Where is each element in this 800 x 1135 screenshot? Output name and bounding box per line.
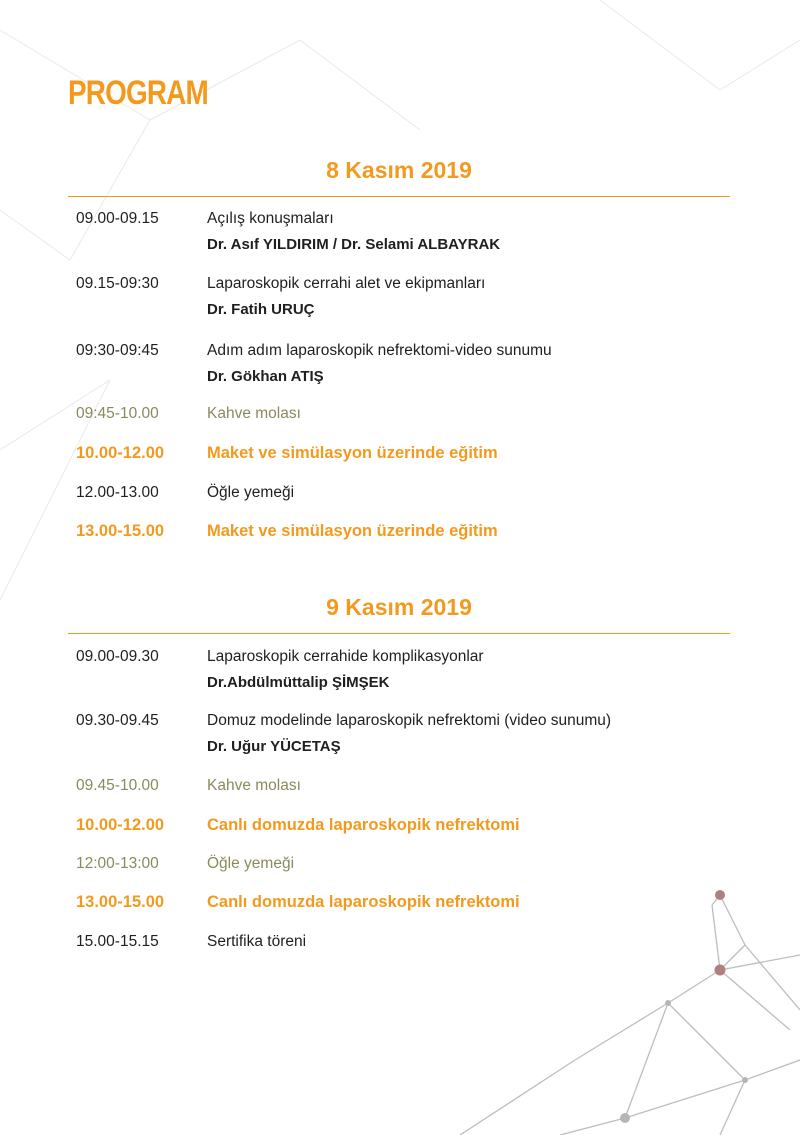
time-slot: 09:30-09:45 — [76, 342, 159, 359]
session-title: Canlı domuzda laparoskopik nefrektomi — [207, 816, 520, 834]
speaker-name: Dr. Fatih URUÇ — [207, 301, 315, 318]
day-divider-2 — [68, 633, 730, 634]
session-title: Kahve molası — [207, 405, 301, 422]
time-slot: 09.00-09.15 — [76, 210, 159, 227]
session-title: Maket ve simülasyon üzerinde eğitim — [207, 444, 498, 462]
time-slot: 15.00-15.15 — [76, 933, 159, 950]
time-slot: 09.45-10.00 — [76, 777, 159, 794]
speaker-name: Dr.Abdülmüttalip ŞİMŞEK — [207, 674, 390, 691]
session-title: Laparoskopik cerrahi alet ve ekipmanları — [207, 275, 486, 292]
time-slot: 09.30-09.45 — [76, 712, 159, 729]
time-slot: 09.00-09.30 — [76, 648, 159, 665]
time-slot: 10.00-12.00 — [76, 816, 165, 834]
page-title: PROGRAM — [68, 74, 208, 112]
day-divider-1 — [68, 196, 730, 197]
session-title: Öğle yemeği — [207, 484, 295, 501]
session-title: Adım adım laparoskopik nefrektomi-video sunumu — [207, 342, 552, 359]
day-heading-1: 8 Kasım 2019 — [326, 157, 472, 183]
speaker-name: Dr. Gökhan ATIŞ — [207, 368, 324, 385]
session-title: Laparoskopik cerrahide komplikasyonlar — [207, 648, 484, 665]
session-title: Öğle yemeği — [207, 855, 295, 872]
time-slot: 12.00-13.00 — [76, 484, 159, 501]
session-title: Domuz modelinde laparoskopik nefrektomi (video sunumu) — [207, 712, 612, 729]
time-slot: 10.00-12.00 — [76, 444, 165, 462]
time-slot: 13.00-15.00 — [76, 522, 165, 540]
session-title: Kahve molası — [207, 777, 301, 794]
session-title: Açılış konuşmaları — [207, 210, 334, 227]
time-slot: 09:45-10.00 — [76, 405, 159, 422]
time-slot: 13.00-15.00 — [76, 893, 165, 911]
speaker-name: Dr. Uğur YÜCETAŞ — [207, 738, 341, 755]
session-title: Sertifika töreni — [207, 933, 307, 950]
time-slot: 09.15-09:30 — [76, 275, 159, 292]
day-heading-2: 9 Kasım 2019 — [326, 594, 472, 620]
session-title: Canlı domuzda laparoskopik nefrektomi — [207, 893, 520, 911]
session-title: Maket ve simülasyon üzerinde eğitim — [207, 522, 498, 540]
time-slot: 12:00-13:00 — [76, 855, 159, 872]
speaker-name: Dr. Asıf YILDIRIM / Dr. Selami ALBAYRAK — [207, 236, 501, 253]
